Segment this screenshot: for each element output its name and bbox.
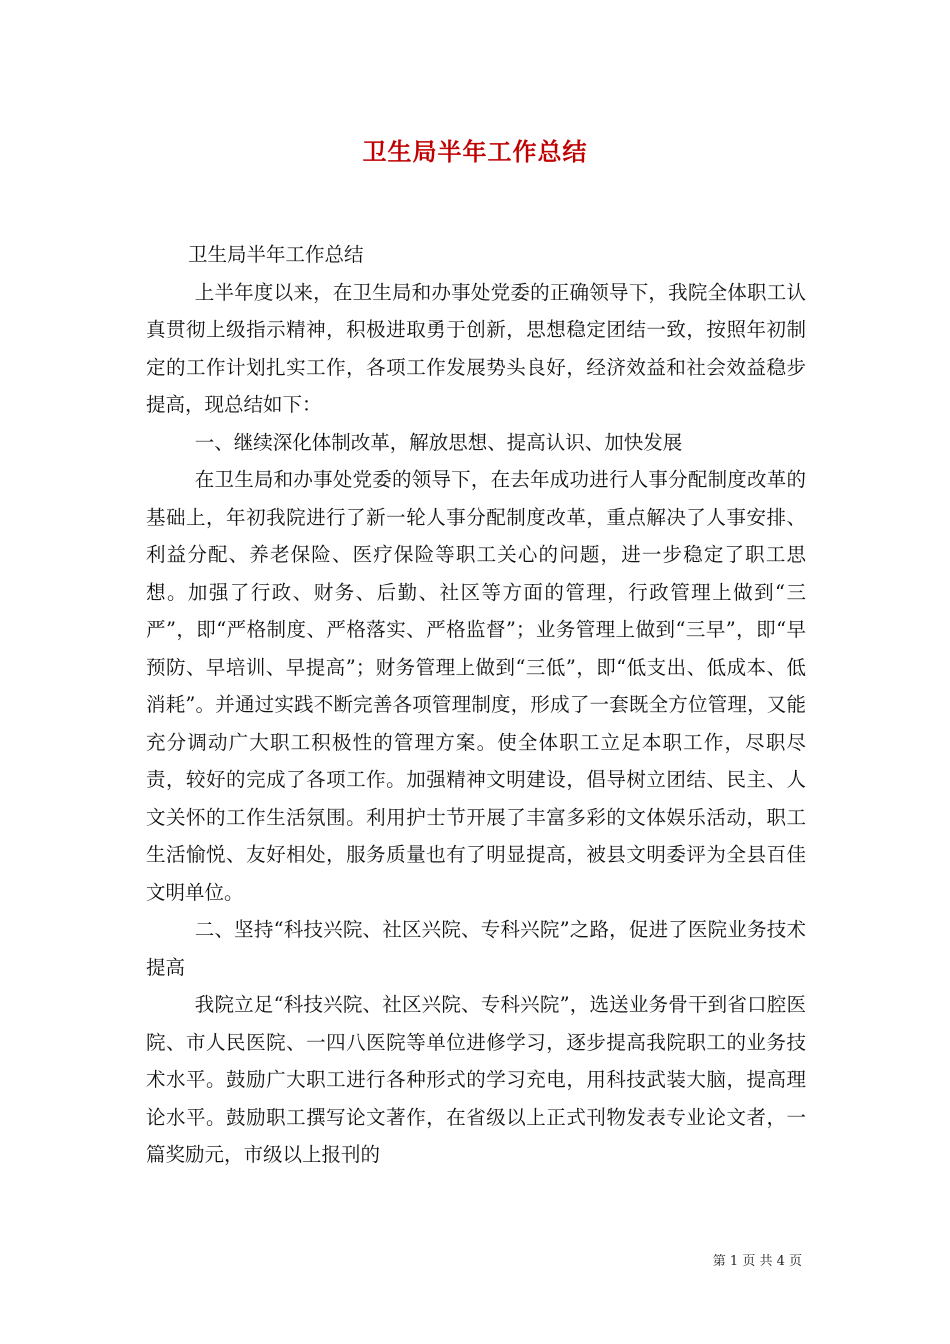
paragraph-section-1: 在卫生局和办事处党委的领导下，在去年成功进行人事分配制度改革的基础上，年初我院进行了新一轮人事分配制度改革，重点解决了人事安排、利益分配、养老保险、医疗保险等职工关心的问题，进一步稳定了职工思想。加强了行政、财务、后勤、社区等方面的管理，行政管理上做到“三严”，即“严格制度、严格落实、严格监督”；业务管理上做到“三早”，即“早预防、早培训、早提高”；财务管理上做到“三低”，即“低支出、低成本、低消耗”。并通过实践不断完善各项管理制度，形成了一套既全方位管理，又能充分调动广大职工积极性的管理方案。使全体职工立足本职工作，尽职尽责，较好的完成了各项工作。加强精神文明建设，倡导树立团结、民主、人文关怀的工作生活氛围。利用护士节开展了丰富多彩的文体娱乐活动，职工生活愉悦、友好相处，服务质量也有了明显提高，被县文明委评为全县百佳文明单位。 [146, 468, 806, 904]
document-title: 卫生局半年工作总结 [362, 137, 588, 166]
page-number: 第 1 页 共 4 页 [712, 1254, 802, 1269]
document-subtitle: 卫生局半年工作总结 [188, 243, 364, 266]
paragraph-intro: 上半年度以来，在卫生局和办事处党委的正确领导下，我院全体职工认真贯彻上级指示精神，积极进取勇于创新，思想稳定团结一致，按照年初制定的工作计划扎实工作，各项工作发展势头良好，经济效益和社会效益稳步提高，现总结如下： [146, 280, 806, 416]
paragraph-section-2: 我院立足“科技兴院、社区兴院、专科兴院”，选送业务骨干到省口腔医院、市人民医院、一四八医院等单位进修学习，逐步提高我院职工的业务技术水平。鼓励广大职工进行各种形式的学习充电，用科技武装大脑，提高理论水平。鼓励职工撰写论文著作，在省级以上正式刊物发表专业论文者，一篇奖励元，市级以上报刊的 [146, 993, 806, 1166]
section-heading-1: 一、继续深化体制改革，解放思想、提高认识、加快发展 [194, 430, 683, 454]
document-body [146, 236, 806, 1174]
section-heading-2: 二、坚持“科技兴院、社区兴院、专科兴院”之路，促进了医院业务技术提高 [146, 918, 806, 979]
